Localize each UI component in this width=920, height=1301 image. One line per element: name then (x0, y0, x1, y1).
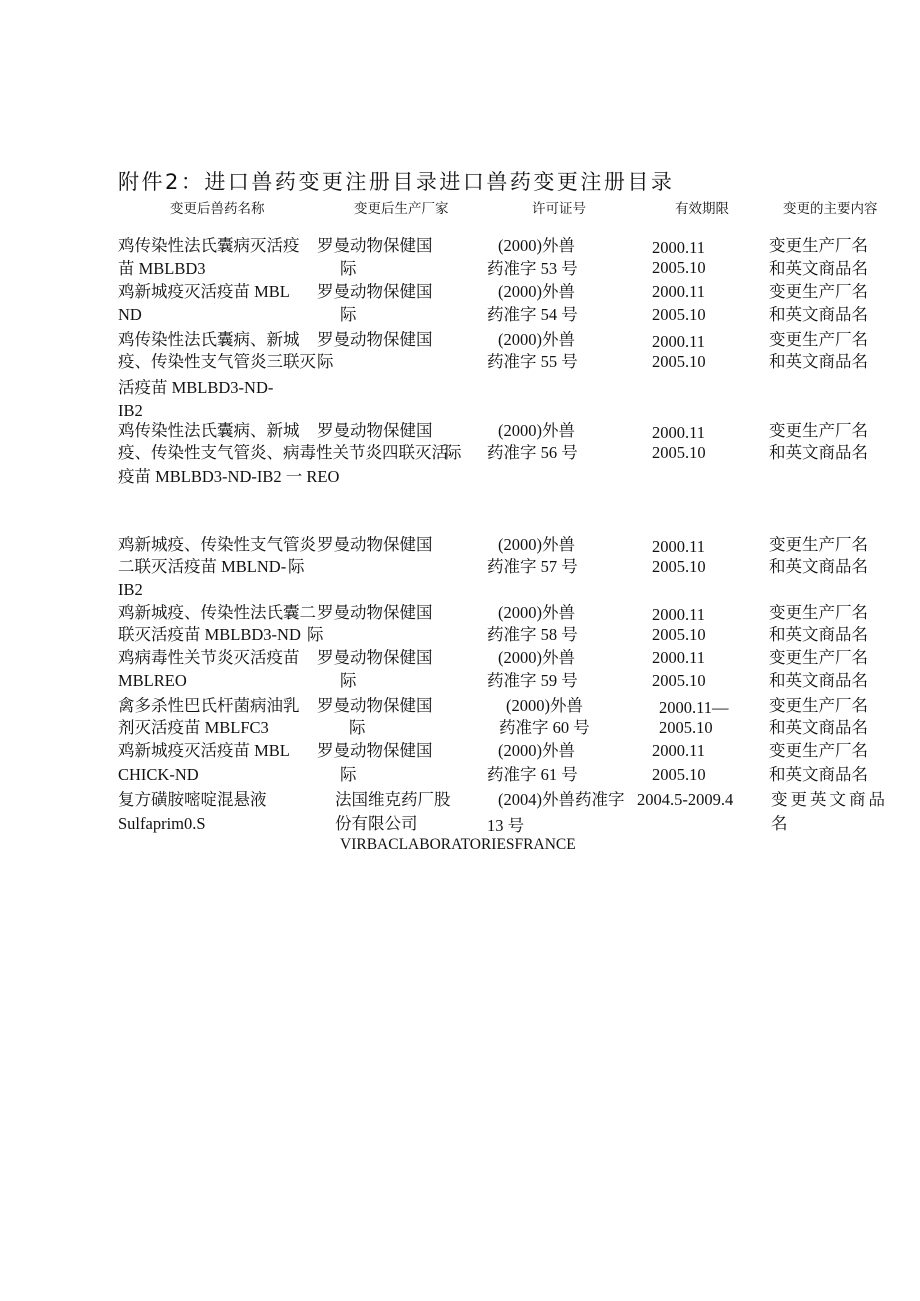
cell-maker: 罗曼动物保健国 (317, 648, 433, 667)
cell-maker: 罗曼动物保健国 (317, 236, 433, 255)
cell-license: 药准字 59 号 (487, 671, 578, 690)
cell-name: MBLREO (118, 671, 187, 690)
cell-period: 2000.11 (652, 423, 706, 442)
cell-license: 药准字 56 号 (487, 443, 578, 462)
cell-name: 活疫苗 MBLBD3-ND- (118, 378, 274, 397)
cell-content: 和英文商品名 (769, 765, 868, 784)
cell-period: 2000.11 (652, 537, 706, 556)
cell-period: 2000.11 (652, 332, 706, 351)
cell-license: (2000)外兽 (498, 603, 575, 622)
cell-content: 变更英文商品 (771, 790, 888, 809)
cell-period: 2000.11 (652, 605, 706, 624)
cell-name: 鸡新城疫、传染性支气管炎 (118, 535, 316, 554)
cell-content: 和英文商品名 (769, 305, 868, 324)
cell-maker: 际 (307, 625, 324, 644)
cell-license: 药准字 57 号 (487, 557, 578, 576)
cell-name: 联灭活疫苗 MBLBD3-ND (118, 625, 301, 644)
cell-name: 鸡病毒性关节炎灭活疫苗 (118, 648, 300, 667)
cell-maker: 际 (317, 352, 334, 371)
cell-content: 和英文商品名 (769, 352, 868, 371)
cell-period: 2000.11— (659, 698, 729, 717)
cell-maker: 罗曼动物保健国 (317, 603, 433, 622)
cell-name: 鸡传染性法氏囊病、新城 (118, 330, 300, 349)
document-title: 附件2：进口兽药变更注册目录进口兽药变更注册目录 (118, 170, 675, 194)
cell-content: 变更生产厂名 (769, 648, 868, 667)
cell-period: 2005.10 (652, 671, 706, 690)
cell-name: IB2 (118, 580, 143, 599)
header-maker: 变更后生产厂家 (354, 201, 449, 217)
cell-license: 13 号 (487, 816, 525, 835)
cell-period: 2005.10 (652, 443, 706, 462)
cell-name: 疫、传染性支气管炎、病毒性关节炎四联灭活 (118, 443, 448, 462)
cell-period: 2005.10 (659, 718, 713, 737)
cell-name: CHICK-ND (118, 765, 199, 784)
cell-name: 鸡新城疫、传染性法氏囊二 (118, 603, 316, 622)
cell-name: 禽多杀性巴氏杆菌病油乳 (118, 696, 300, 715)
cell-license: (2000)外兽 (506, 696, 583, 715)
cell-maker: 罗曼动物保健国 (317, 282, 433, 301)
cell-license: (2000)外兽 (498, 330, 575, 349)
cell-name: ND (118, 305, 142, 324)
cell-maker: 际 (340, 671, 357, 690)
cell-maker-english: VIRBACLABORATORIESFRANCE (340, 836, 576, 853)
cell-license: (2000)外兽 (498, 282, 575, 301)
cell-license: (2000)外兽 (498, 421, 575, 440)
cell-maker: 罗曼动物保健国 (317, 741, 433, 760)
cell-content: 变更生产厂名 (769, 330, 868, 349)
cell-period: 2005.10 (652, 305, 706, 324)
cell-period: 2005.10 (652, 625, 706, 644)
cell-name: 鸡传染性法氏囊病灭活疫 (118, 236, 300, 255)
header-license: 许可证号 (532, 201, 586, 217)
header-period: 有效期限 (675, 201, 729, 217)
cell-license: (2004)外兽药准字 (498, 790, 625, 809)
cell-license: (2000)外兽 (498, 236, 575, 255)
cell-period: 2000.11 (652, 282, 706, 301)
cell-content: 变更生产厂名 (769, 421, 868, 440)
header-name: 变更后兽药名称 (170, 201, 265, 217)
header-content: 变更的主要内容 (783, 201, 878, 217)
cell-content: 和英文商品名 (769, 443, 868, 462)
cell-maker: 罗曼动物保健国 (317, 330, 433, 349)
cell-license: (2000)外兽 (498, 648, 575, 667)
cell-license: 药准字 55 号 (487, 352, 578, 371)
cell-license: 药准字 53 号 (487, 259, 578, 278)
cell-license: 药准字 54 号 (487, 305, 578, 324)
cell-name: 疫苗 MBLBD3-ND-IB2 一 REO (118, 467, 340, 486)
cell-period: 2005.10 (652, 557, 706, 576)
cell-period: 2005.10 (652, 352, 706, 371)
cell-content: 和英文商品名 (769, 625, 868, 644)
cell-content: 和英文商品名 (769, 671, 868, 690)
cell-name: 鸡传染性法氏囊病、新城 (118, 421, 300, 440)
cell-license: 药准字 61 号 (487, 765, 578, 784)
cell-name: 苗 MBLBD3 (118, 259, 206, 278)
cell-name: 剂灭活疫苗 MBLFC3 (118, 718, 269, 737)
cell-maker: 际 (340, 305, 357, 324)
cell-license: (2000)外兽 (498, 535, 575, 554)
cell-maker: 际 (288, 557, 305, 576)
cell-maker: 际 (445, 443, 462, 462)
cell-content: 变更生产厂名 (769, 236, 868, 255)
cell-maker: 罗曼动物保健国 (317, 421, 433, 440)
cell-content: 名 (771, 814, 788, 833)
cell-name: Sulfaprim0.S (118, 814, 206, 833)
cell-maker: 罗曼动物保健国 (317, 535, 433, 554)
cell-content: 变更生产厂名 (769, 282, 868, 301)
cell-license: (2000)外兽 (498, 741, 575, 760)
cell-content: 变更生产厂名 (769, 603, 868, 622)
cell-period: 2000.11 (652, 741, 706, 760)
cell-maker: 际 (349, 718, 366, 737)
cell-name: 疫、传染性支气管炎三联灭 (118, 352, 316, 371)
cell-license: 药准字 60 号 (499, 718, 590, 737)
cell-period: 2005.10 (652, 765, 706, 784)
cell-maker: 际 (340, 259, 357, 278)
cell-maker: 际 (340, 765, 357, 784)
cell-name: 复方磺胺嘧啶混悬液 (118, 790, 267, 809)
cell-period: 2004.5-2009.4 (637, 790, 734, 809)
cell-content: 变更生产厂名 (769, 535, 868, 554)
cell-content: 变更生产厂名 (769, 741, 868, 760)
cell-name: 鸡新城疫灭活疫苗 MBL (118, 741, 290, 760)
cell-period: 2000.11 (652, 648, 706, 667)
cell-maker: 罗曼动物保健国 (317, 696, 433, 715)
cell-name: 二联灭活疫苗 MBLND- (118, 557, 287, 576)
cell-content: 和英文商品名 (769, 259, 868, 278)
cell-name: IB2 (118, 401, 143, 420)
cell-maker: 法国维克药厂股 (335, 790, 451, 809)
cell-content: 和英文商品名 (769, 718, 868, 737)
cell-content: 和英文商品名 (769, 557, 868, 576)
cell-period: 2000.11 (652, 238, 706, 257)
cell-maker: 份有限公司 (335, 814, 418, 833)
cell-period: 2005.10 (652, 258, 706, 277)
cell-content: 变更生产厂名 (769, 696, 868, 715)
cell-name: 鸡新城疫灭活疫苗 MBL (118, 282, 290, 301)
cell-license: 药准字 58 号 (487, 625, 578, 644)
